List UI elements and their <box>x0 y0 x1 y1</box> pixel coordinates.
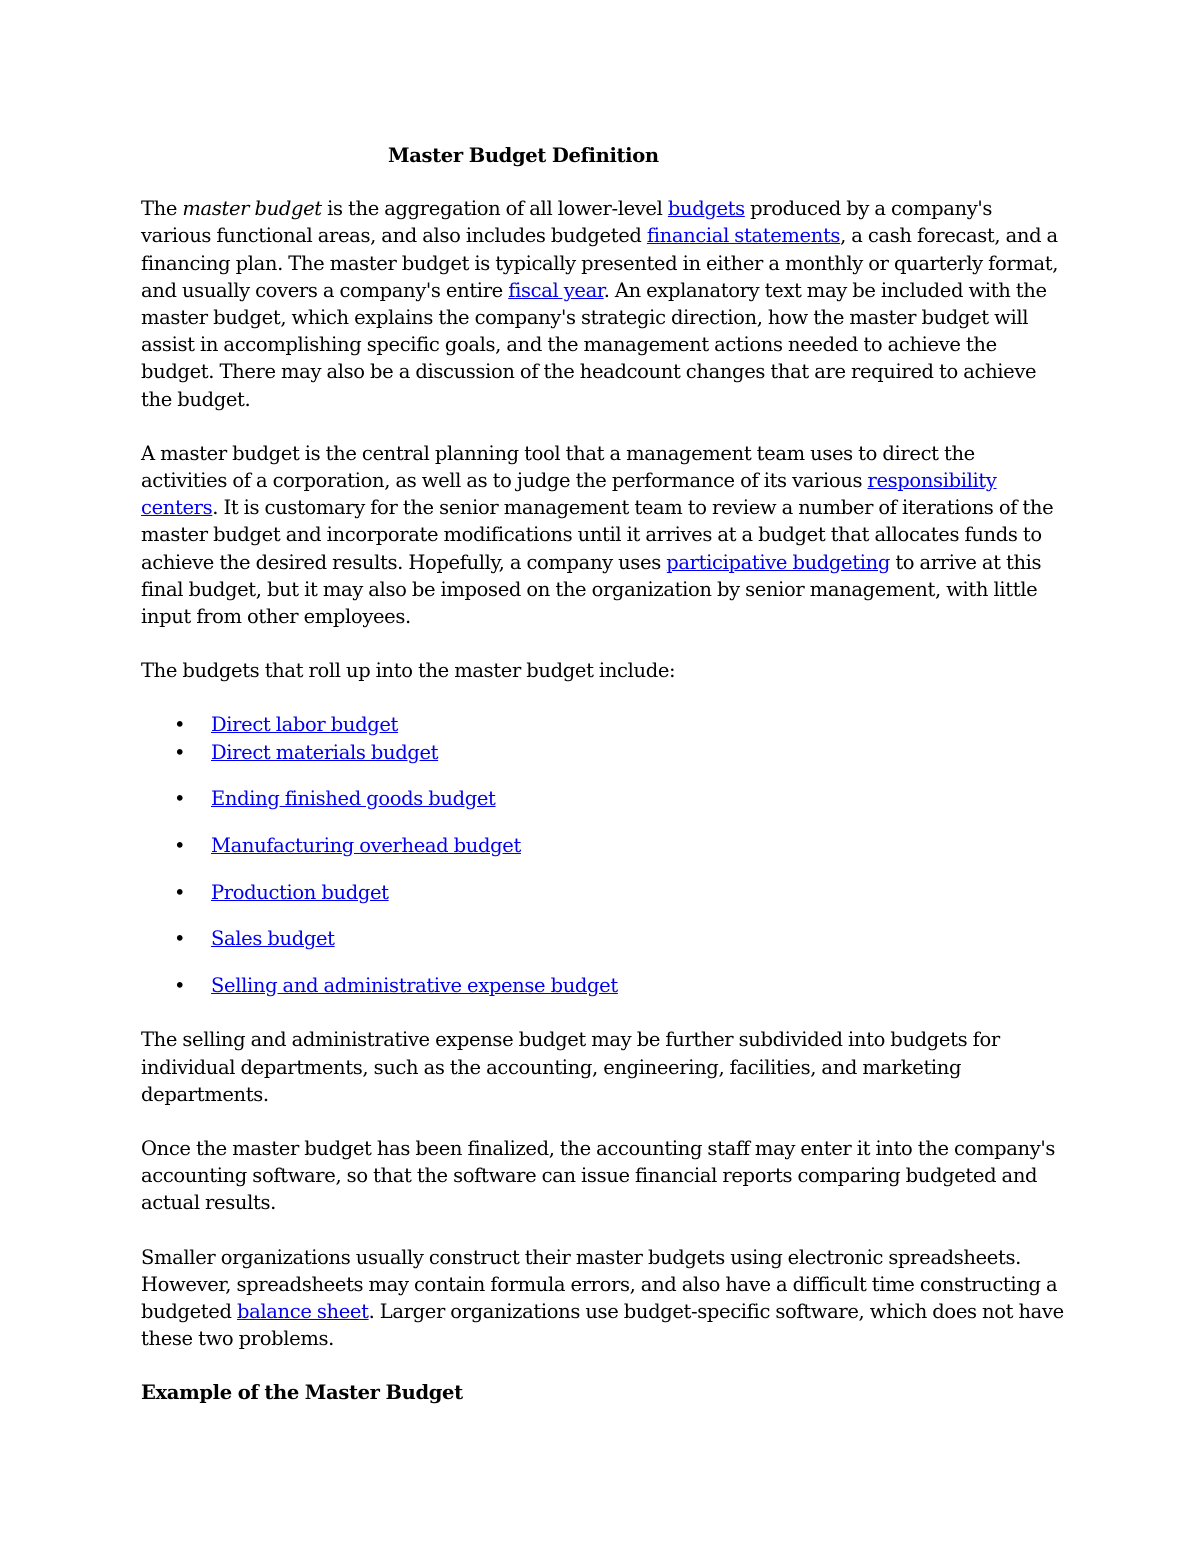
text-span: A master budget is the central planning tool that a management team uses to direct the activities of a corporation, as well as to judge the performance of its various <box>141 441 975 493</box>
paragraph-selling-admin: The selling and administrative expense budget may be further subdivided into budgets for individual departments, such as the accounting, engineering, facilities, and marketing departments. <box>141 1028 1000 1106</box>
page-title: Master Budget Definition <box>388 144 659 167</box>
text-span: . Larger organizations use budget-specific software, which does not have these two problems. <box>141 1300 1064 1351</box>
paragraph-spreadsheets <box>141 1244 1066 1353</box>
bullet-icon: • <box>174 880 186 904</box>
link-budgets[interactable]: budgets <box>667 197 745 221</box>
link-financial-statements[interactable]: financial statements <box>646 224 841 248</box>
bullet-icon: • <box>174 834 186 858</box>
bullet-icon: • <box>174 740 186 764</box>
link-participative-budgeting[interactable]: participative budgeting <box>666 550 890 574</box>
link-direct-materials-budget[interactable]: Direct materials budget <box>211 740 439 764</box>
bullet-icon: • <box>174 927 186 951</box>
link-sales-budget[interactable]: Sales budget <box>211 927 335 951</box>
list-item <box>141 879 1066 906</box>
list-item <box>141 972 1066 999</box>
bullet-icon: • <box>174 713 186 737</box>
text-span: . It is customary for the senior management team to review a number of iterations of the master budget and incorporate modifications until it arrives at a budget that allocates funds to achieve the desired results. Hopefully, a company uses <box>141 496 1054 574</box>
paragraph-list-intro: The budgets that roll up into the master budget include: <box>141 659 676 683</box>
document-body <box>141 142 1066 1407</box>
link-selling-admin-expense-budget[interactable]: Selling and administrative expense budget <box>211 974 618 998</box>
text-span: produced by a company's various functional areas, and also includes budgeted <box>141 197 993 248</box>
bullet-icon: • <box>174 974 186 998</box>
link-manufacturing-overhead-budget[interactable]: Manufacturing overhead budget <box>211 834 521 858</box>
list-item <box>141 739 1066 766</box>
paragraph-accounting-software: Once the master budget has been finalized, the accounting staff may enter it into the company's accounting software, so that the software can issue financial reports comparing budgeted and actual results. <box>141 1136 1056 1215</box>
paragraph-planning-tool <box>141 440 1066 630</box>
text-span: , a cash forecast, and a financing plan. The master budget is typically presented in either a monthly or quarterly format, and usually covers a company's entire <box>141 224 1059 302</box>
emphasis-master-budget: master budget <box>182 197 322 221</box>
text-span: Smaller organizations usually construct their master budgets using electronic spreadsheets. However, spreadsheets may contain formula errors, and also have a difficult time constructing a budgeted <box>141 1245 1058 1323</box>
budget-list <box>141 711 1066 999</box>
list-item <box>141 925 1066 952</box>
link-fiscal-year[interactable]: fiscal year <box>508 278 604 302</box>
text-span: is the aggregation of all lower-level <box>321 197 668 221</box>
text-span: . An explanatory text may be included with the master budget, which explains the company's strategic direction, how the master budget will assist in accomplishing specific goals, and the management actions needed to achieve the budget. There may also be a discussion of the headcount changes that are required to achieve the budget. <box>141 278 1047 411</box>
link-responsibility-centers[interactable]: responsibility centers <box>141 469 997 520</box>
text-span: to arrive at this final budget, but it may also be imposed on the organization by senior management, with little input from other employees. <box>141 550 1042 629</box>
link-direct-labor-budget[interactable]: Direct labor budget <box>211 713 399 737</box>
paragraph-intro <box>141 195 1066 413</box>
list-item <box>141 832 1066 859</box>
text-span: The <box>141 197 183 221</box>
bullet-icon: • <box>174 787 186 811</box>
link-production-budget[interactable]: Production budget <box>211 880 389 904</box>
link-ending-finished-goods-budget[interactable]: Ending finished goods budget <box>211 787 496 811</box>
link-balance-sheet[interactable]: balance sheet <box>236 1300 369 1323</box>
list-item <box>141 785 1066 812</box>
list-item <box>141 711 1066 738</box>
section-heading-example: Example of the Master Budget <box>141 1381 463 1405</box>
